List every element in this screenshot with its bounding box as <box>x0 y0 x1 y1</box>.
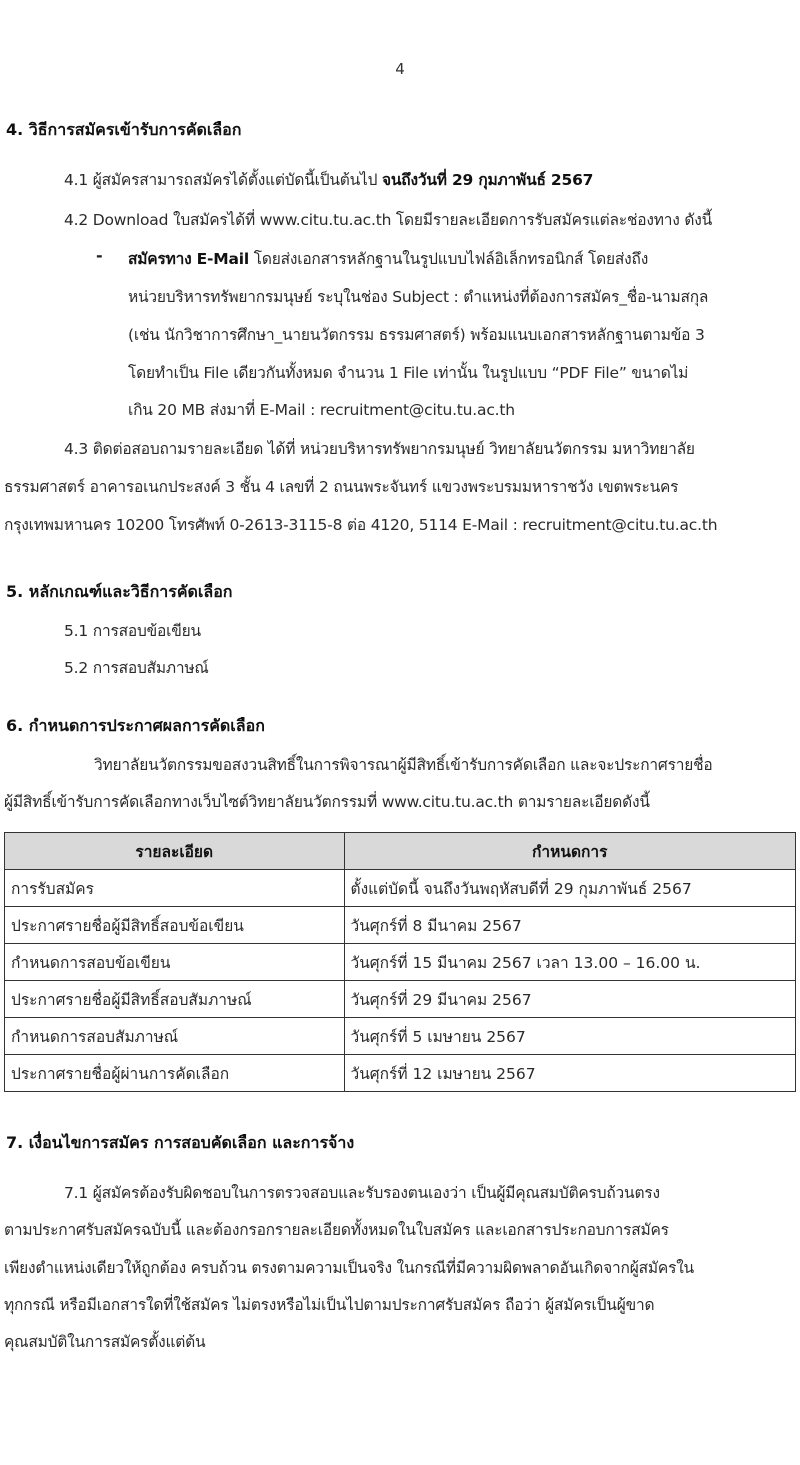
table-cell-date: วันศุกร์ที่ 12 เมษายน 2567 <box>344 1055 796 1092</box>
email-channel-line-4: โดยทำเป็น File เดียวกันทั้งหมด จำนวน 1 File เท่านั้น ในรูปแบบ “PDF File” ขนาดไม่ <box>128 364 689 382</box>
email-channel-line-1 <box>128 246 648 271</box>
table-cell-date: วันศุกร์ที่ 15 มีนาคม 2567 เวลา 13.00 – 16.00 น. <box>344 944 796 981</box>
item-4-1-deadline: จนถึงวันที่ 29 กุมภาพันธ์ 2567 <box>382 171 594 189</box>
item-7-1-line-1: 7.1 ผู้สมัครต้องรับผิดชอบในการตรวจสอบและรับรองตนเองว่า เป็นผู้มีคุณสมบัติครบถ้วนตรง <box>64 1184 660 1202</box>
table-cell-detail: กำหนดการสอบข้อเขียน <box>5 944 345 981</box>
item-7-1-line-3: เพียงตำแหน่งเดียวให้ถูกต้อง ครบถ้วน ตรงตามความเป็นจริง ในกรณีที่มีความผิดพลาดอันเกิดจากผู้สมัครใน <box>4 1259 694 1277</box>
email-channel-label: สมัครทาง E-Mail <box>128 250 249 268</box>
item-4-2: 4.2 Download ใบสมัครได้ที่ www.citu.tu.ac.th โดยมีรายละเอียดการรับสมัครแต่ละช่องทาง ดังนี้ <box>64 211 712 229</box>
column-header-schedule: กำหนดการ <box>344 833 796 870</box>
table-cell-date: วันศุกร์ที่ 8 มีนาคม 2567 <box>344 907 796 944</box>
table-row <box>5 1055 796 1092</box>
section-5-heading: 5. หลักเกณฑ์และวิธีการคัดเลือก <box>6 582 233 601</box>
item-7-1-line-5: คุณสมบัติในการสมัครตั้งแต่ต้น <box>4 1333 206 1351</box>
table-cell-detail: การรับสมัคร <box>5 870 345 907</box>
email-channel-text: โดยส่งเอกสารหลักฐานในรูปแบบไฟล์อิเล็กทรอนิกส์ โดยส่งถึง <box>249 250 649 268</box>
table-cell-detail: ประกาศรายชื่อผู้มีสิทธิ์สอบข้อเขียน <box>5 907 345 944</box>
item-4-3-line-2: ธรรมศาสตร์ อาคารอเนกประสงค์ 3 ชั้น 4 เลขที่ 2 ถนนพระจันทร์ แขวงพระบรมมหาราชวัง เขตพระนคร <box>4 478 679 496</box>
table-cell-detail: ประกาศรายชื่อผู้ผ่านการคัดเลือก <box>5 1055 345 1092</box>
item-7-1-line-2: ตามประกาศรับสมัครฉบับนี้ และต้องกรอกรายละเอียดทั้งหมดในใบสมัคร และเอกสารประกอบการสมัคร <box>4 1221 669 1239</box>
page-number: 4 <box>395 60 405 78</box>
table-cell-date: วันศุกร์ที่ 29 มีนาคม 2567 <box>344 981 796 1018</box>
item-7-1-line-4: ทุกกรณี หรือมีเอกสารใดที่ใช้สมัคร ไม่ตรงหรือไม่เป็นไปตามประกาศรับสมัคร ถือว่า ผู้สมัครเป็นผู้ขาด <box>4 1296 655 1314</box>
section-6-line-2: ผู้มีสิทธิ์เข้ารับการคัดเลือกทางเว็บไซต์วิทยาลัยนวัตกรรมที่ www.citu.tu.ac.th ตามรายละเอียดดังนี้ <box>4 793 650 811</box>
column-header-details: รายละเอียด <box>5 833 345 870</box>
table-row <box>5 907 796 944</box>
email-channel-line-5: เกิน 20 MB ส่งมาที่ E-Mail : recruitment@citu.tu.ac.th <box>128 401 515 419</box>
item-5-1: 5.1 การสอบข้อเขียน <box>64 622 201 640</box>
table-cell-detail: ประกาศรายชื่อผู้มีสิทธิ์สอบสัมภาษณ์ <box>5 981 345 1018</box>
item-4-1 <box>64 167 593 192</box>
section-6-line-1: วิทยาลัยนวัตกรรมขอสงวนสิทธิ์ในการพิจารณาผู้มีสิทธิ์เข้ารับการคัดเลือก และจะประกาศรายชื่อ <box>94 756 713 774</box>
item-4-3-line-1: 4.3 ติดต่อสอบถามรายละเอียด ได้ที่ หน่วยบริหารทรัพยากรมนุษย์ วิทยาลัยนวัตกรรม มหาวิทยาลัย <box>64 440 695 458</box>
table-row <box>5 981 796 1018</box>
table-cell-date: วันศุกร์ที่ 5 เมษายน 2567 <box>344 1018 796 1055</box>
email-channel-line-2: หน่วยบริหารทรัพยากรมนุษย์ ระบุในช่อง Subject : ตำแหน่งที่ต้องการสมัคร_ชื่อ-นามสกุล <box>128 288 709 306</box>
item-4-3-line-3: กรุงเทพมหานคร 10200 โทรศัพท์ 0-2613-3115-8 ต่อ 4120, 5114 E-Mail : recruitment@citu.tu.ac.th <box>4 516 718 534</box>
section-7-heading: 7. เงื่อนไขการสมัคร การสอบคัดเลือก และการจ้าง <box>6 1133 355 1152</box>
section-4-heading: 4. วิธีการสมัครเข้ารับการคัดเลือก <box>6 120 242 139</box>
table-header-row <box>5 833 796 870</box>
table-row <box>5 944 796 981</box>
table-row <box>5 1018 796 1055</box>
table-cell-detail: กำหนดการสอบสัมภาษณ์ <box>5 1018 345 1055</box>
item-4-1-text: 4.1 ผู้สมัครสามารถสมัครได้ตั้งแต่บัดนี้เป็นต้นไป <box>64 171 383 189</box>
bullet-dash: - <box>96 246 103 265</box>
schedule-table <box>4 832 796 1092</box>
email-channel-line-3: (เช่น นักวิชาการศึกษา_นายนวัตกรรม ธรรมศาสตร์) พร้อมแนบเอกสารหลักฐานตามข้อ 3 <box>128 326 705 344</box>
table-row <box>5 870 796 907</box>
table-cell-date: ตั้งแต่บัดนี้ จนถึงวันพฤหัสบดีที่ 29 กุมภาพันธ์ 2567 <box>344 870 796 907</box>
section-6-heading: 6. กำหนดการประกาศผลการคัดเลือก <box>6 716 265 735</box>
item-5-2: 5.2 การสอบสัมภาษณ์ <box>64 659 209 677</box>
